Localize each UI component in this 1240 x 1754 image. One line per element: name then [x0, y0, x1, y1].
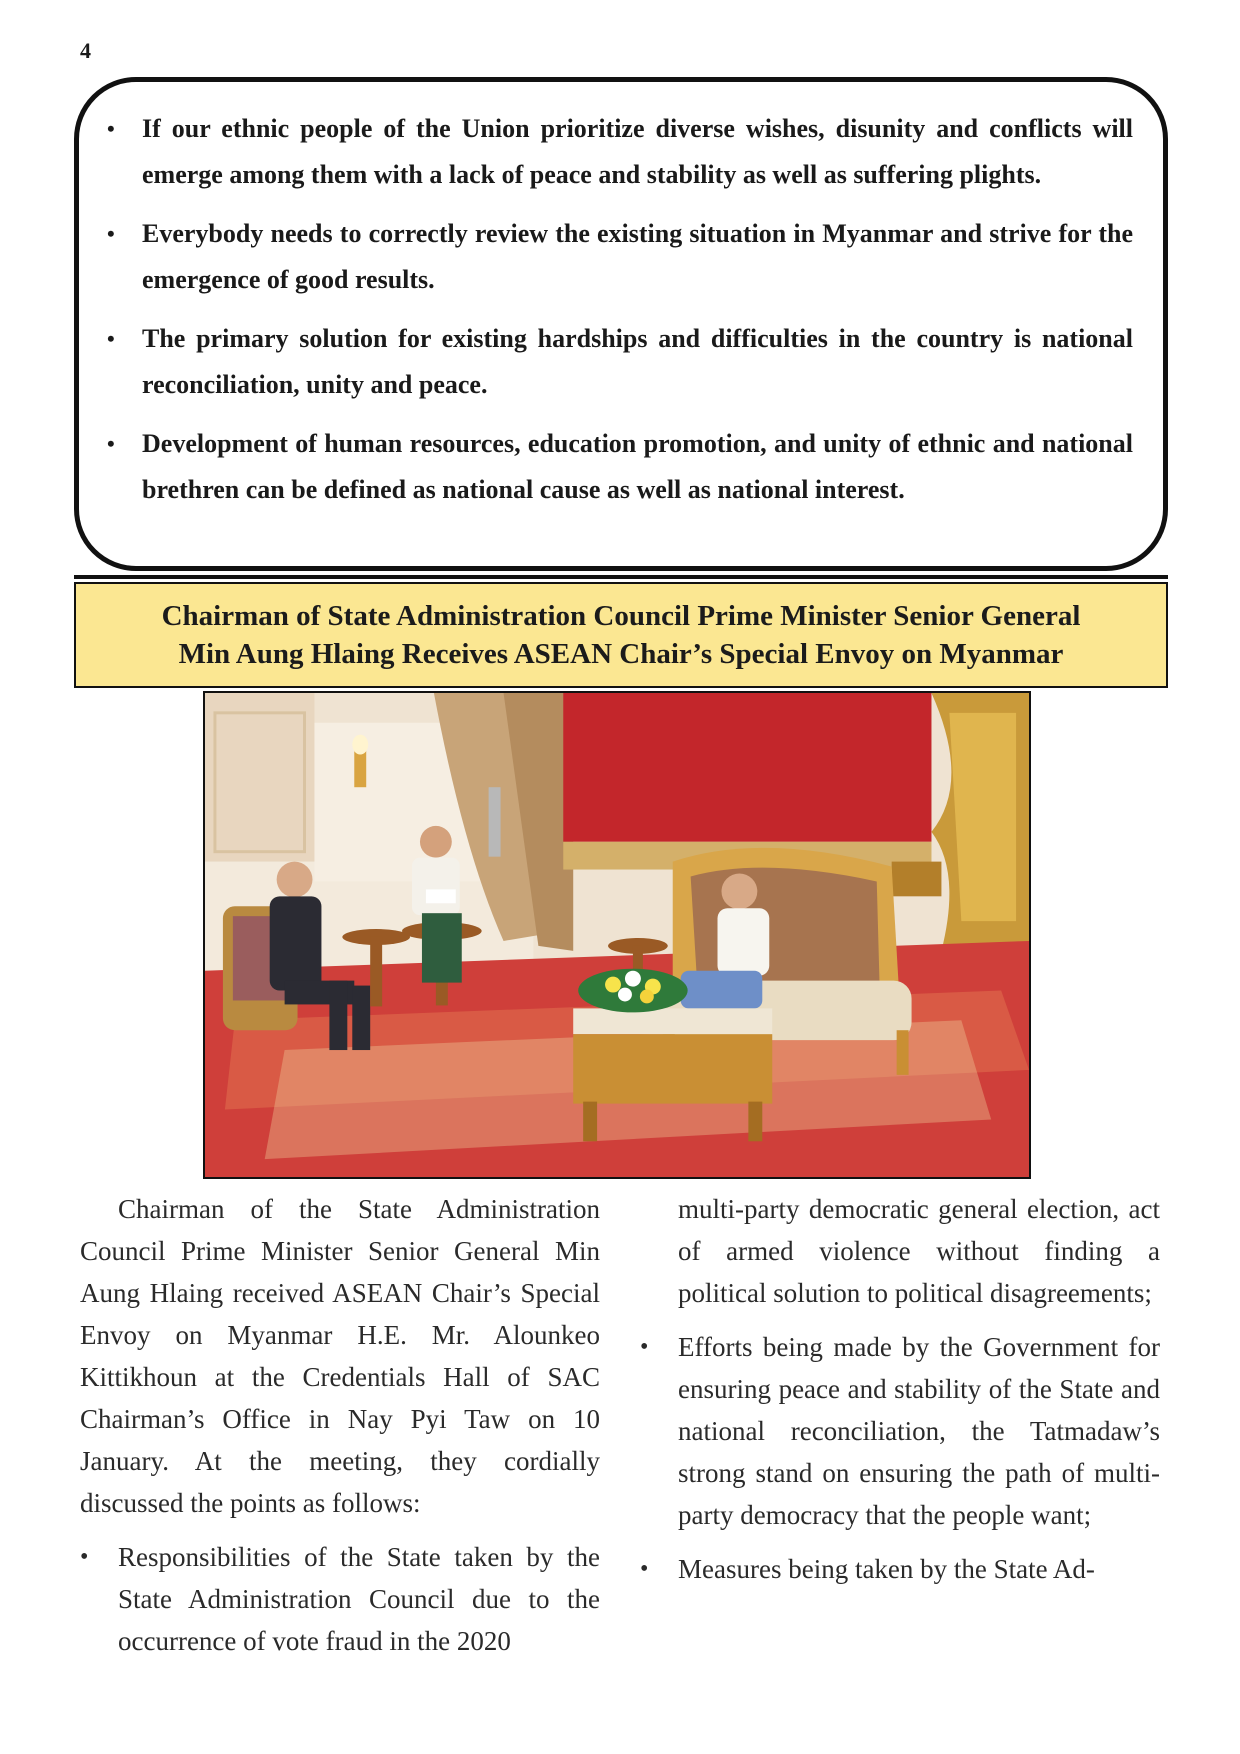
bullet-icon: •: [107, 326, 115, 351]
key-point: [107, 316, 1133, 408]
discussion-point: [80, 1536, 600, 1662]
section-divider: [74, 575, 1168, 579]
key-points-box: [74, 77, 1168, 571]
bullet-icon: •: [80, 1544, 89, 1570]
meeting-photo: [203, 691, 1031, 1179]
key-point-text: Development of human resources, education promotion, and unity of ethnic and national brethren can be defined as national cause as well as national interest.: [142, 429, 1133, 504]
discussion-point-text: Measures being taken by the State Ad-: [678, 1554, 1095, 1584]
discussion-points-left: [80, 1536, 600, 1662]
discussion-point-continued: [640, 1188, 1160, 1314]
key-point-text: If our ethnic people of the Union prioritize diverse wishes, disunity and conflicts will emerge among them with a lack of peace and stability as well as suffering plights.: [142, 114, 1133, 189]
bullet-icon: •: [107, 221, 115, 246]
key-point: [107, 211, 1133, 303]
discussion-point-text: Responsibilities of the State taken by the State Administration Council due to the occurrence of vote fraud in the 2020: [118, 1542, 600, 1656]
headline-line-2: Min Aung Hlaing Receives ASEAN Chair’s Special Envoy on Myanmar: [178, 638, 1064, 670]
article-column-left: [80, 1188, 600, 1662]
discussion-point: [640, 1548, 1160, 1590]
key-points-list: [107, 106, 1133, 513]
page-number: 4: [80, 38, 91, 63]
bullet-icon: •: [107, 431, 115, 456]
discussion-point-text: multi-party democratic general election, act of armed violence without finding a political solution to political disagreements;: [678, 1194, 1160, 1308]
key-point-text: The primary solution for existing hardships and difficulties in the country is national reconciliation, unity and peace.: [142, 324, 1133, 399]
bullet-icon: •: [107, 116, 115, 141]
key-point-text: Everybody needs to correctly review the existing situation in Myanmar and strive for the emergence of good results.: [142, 219, 1133, 294]
article-intro: Chairman of the State Administration Council Prime Minister Senior General Min Aung Hlaing received ASEAN Chair’s Special Envoy on Myanmar H.E. Mr. Alounkeo Kittikhoun at the Credentials Hall of SAC Chairman’s Office in Nay Pyi Taw on 10 January. At the meeting, they cordially discussed the points as follows:: [80, 1194, 600, 1518]
article-column-right: [640, 1188, 1160, 1590]
headline: [162, 597, 1081, 673]
discussion-points-right: [640, 1188, 1160, 1590]
discussion-point-text: Efforts being made by the Government for ensuring peace and stability of the State and national reconciliation, the Tatmadaw’s strong stand on ensuring the path of multi-party democracy that the people want;: [678, 1332, 1160, 1530]
bullet-icon: •: [640, 1556, 649, 1582]
bullet-icon: •: [640, 1334, 649, 1360]
headline-banner: [74, 582, 1168, 688]
key-point: [107, 106, 1133, 198]
key-point: [107, 421, 1133, 513]
headline-line-1: Chairman of State Administration Council Prime Minister Senior General: [161, 600, 1081, 632]
discussion-point: [640, 1326, 1160, 1536]
